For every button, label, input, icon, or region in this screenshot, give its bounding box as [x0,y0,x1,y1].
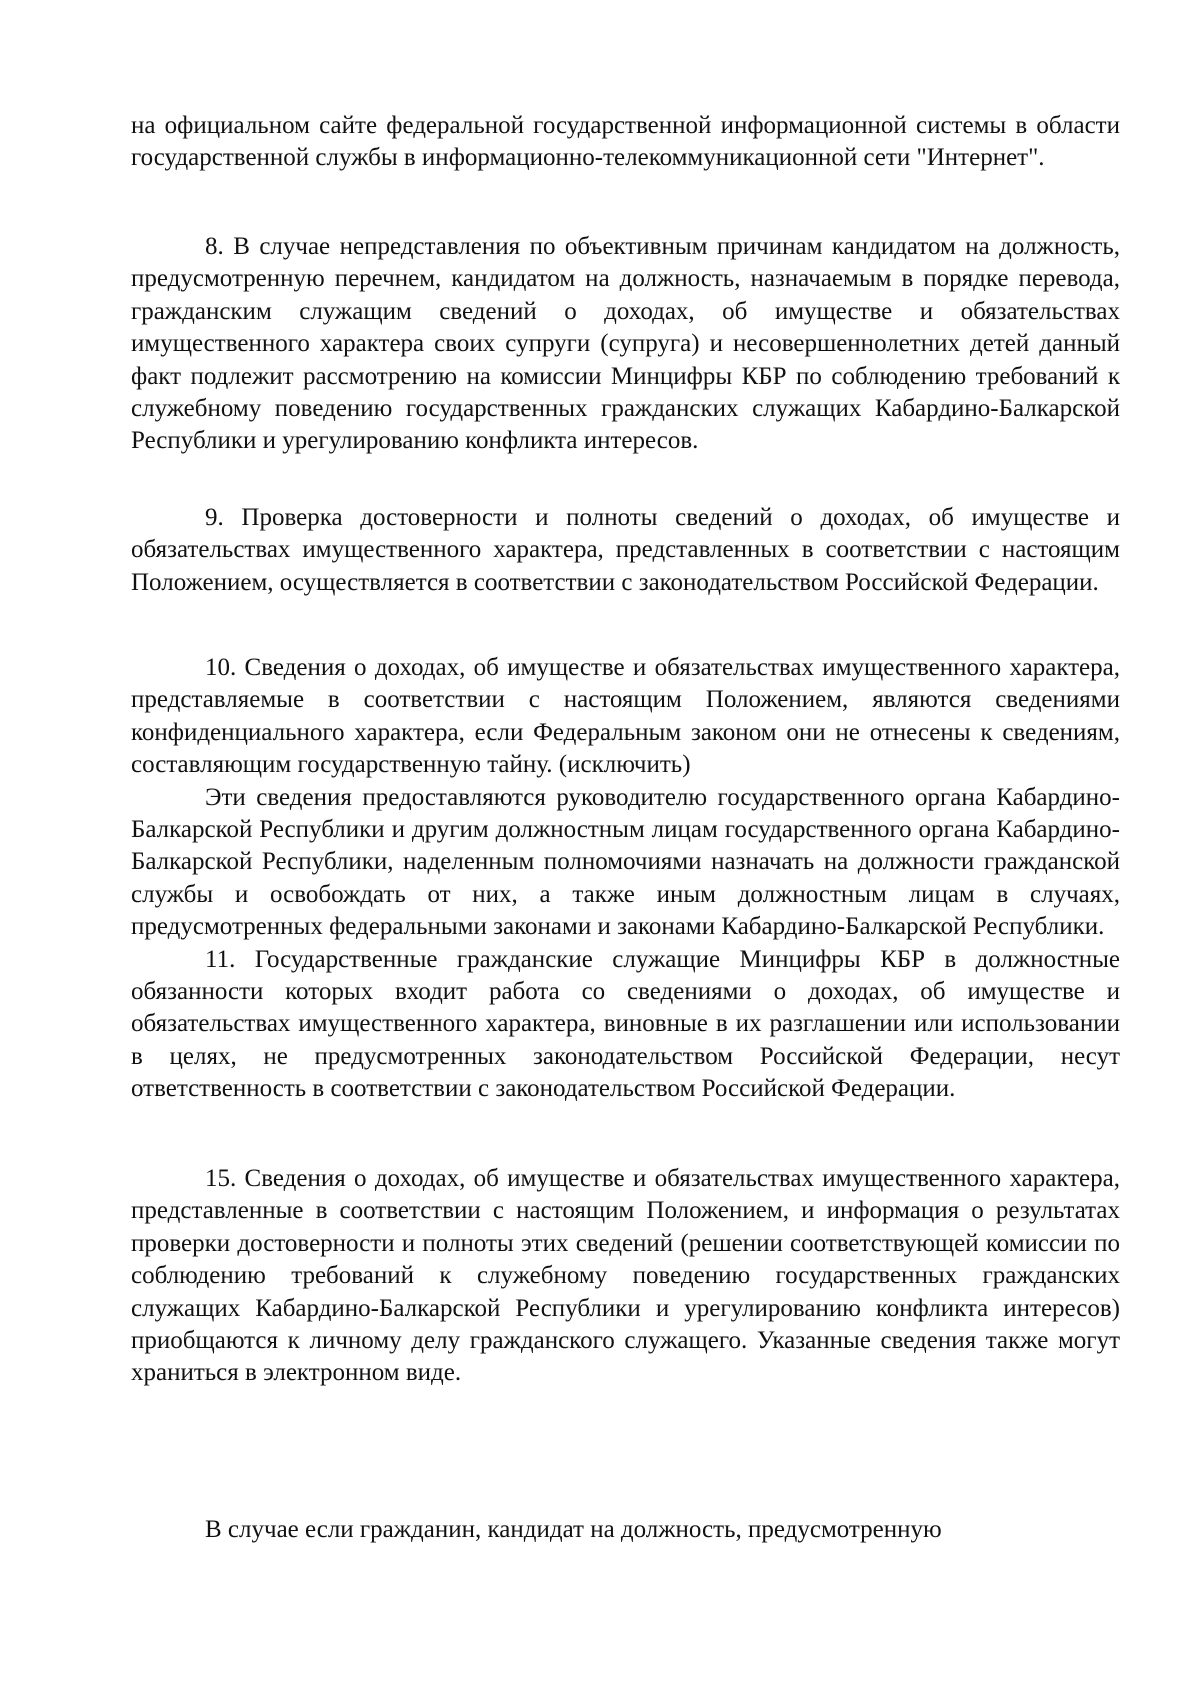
paragraph-text: 11. Государственные гражданские служащие Минцифры КБР в должностные обязанности которых входит работа со сведениями о доходах, об имуществе и обязательствах имущественного характера, виновные в их разглашении или использовании в целях, не предусмотренных законодательством Российской Федерации, несут ответственность в соответствии с законодательством Российской Федерации. [131,945,1120,1103]
paragraph-8 [131,231,1120,458]
paragraph-10 [131,652,1120,1106]
paragraph-15 [131,1163,1120,1390]
paragraph-text: Эти сведения предоставляются руководителю государственного органа Кабардино-Балкарской Республики и другим должностным лицам государственного органа Кабардино-Балкарской Республики, наделенным полномочиями назначать на должности гражданской службы и освобождать от них, а также иным должностным лицам в случаях, предусмотренных федеральными законами и законами Кабардино-Балкарской Республики. [131,783,1120,941]
paragraph-text: В случае если гражданин, кандидат на должность, предусмотренную [205,1516,942,1543]
paragraph-text: 15. Сведения о доходах, об имуществе и обязательствах имущественного характера, представленные в соответствии с настоящим Положением, и информация о результатах проверки достоверности и полноты этих сведений (решении соответствующей комиссии по соблюдению требований к служебному поведению государственных гражданских служащих Кабардино-Балкарской Республики и урегулированию конфликта интересов) приобщаются к личному делу гражданского служащего. Указанные сведения также могут храниться в электронном виде. [131,1165,1120,1387]
paragraph-text: 9. Проверка достоверности и полноты сведений о доходах, об имуществе и обязательствах имущественного характера, представленных в соответствии с настоящим Положением, осуществляется в соответствии с законодательством Российской Федерации. [131,504,1120,596]
paragraph-text: на официальном сайте федеральной государственной информационной системы в области государственной службы в информационно-телекоммуникационной сети "Интернет". [131,112,1120,172]
paragraph-intro [131,110,1120,175]
paragraph-text: 8. В случае непредставления по объективным причинам кандидатом на должность, предусмотренную перечнем, кандидатом на должность, назначаемым в порядке перевода, гражданским служащим сведений о доходах, об имуществе и обязательствах имущественного характера своих супруги (супруга) и несовершеннолетних детей данный факт подлежит рассмотрению на комиссии Минцифры КБР по соблюдению требований к служебному поведению государственных гражданских служащих Кабардино-Балкарской Республики и урегулированию конфликта интересов. [131,233,1120,455]
paragraph-9 [131,502,1120,599]
paragraph-last [131,1514,1120,1546]
paragraph-text: 10. Сведения о доходах, об имуществе и обязательствах имущественного характера, представляемые в соответствии с настоящим Положением, являются сведениями конфиденциального характера, если Федеральным законом они не отнесены к сведениям, составляющим государственную тайну. (исключить) [131,654,1120,779]
